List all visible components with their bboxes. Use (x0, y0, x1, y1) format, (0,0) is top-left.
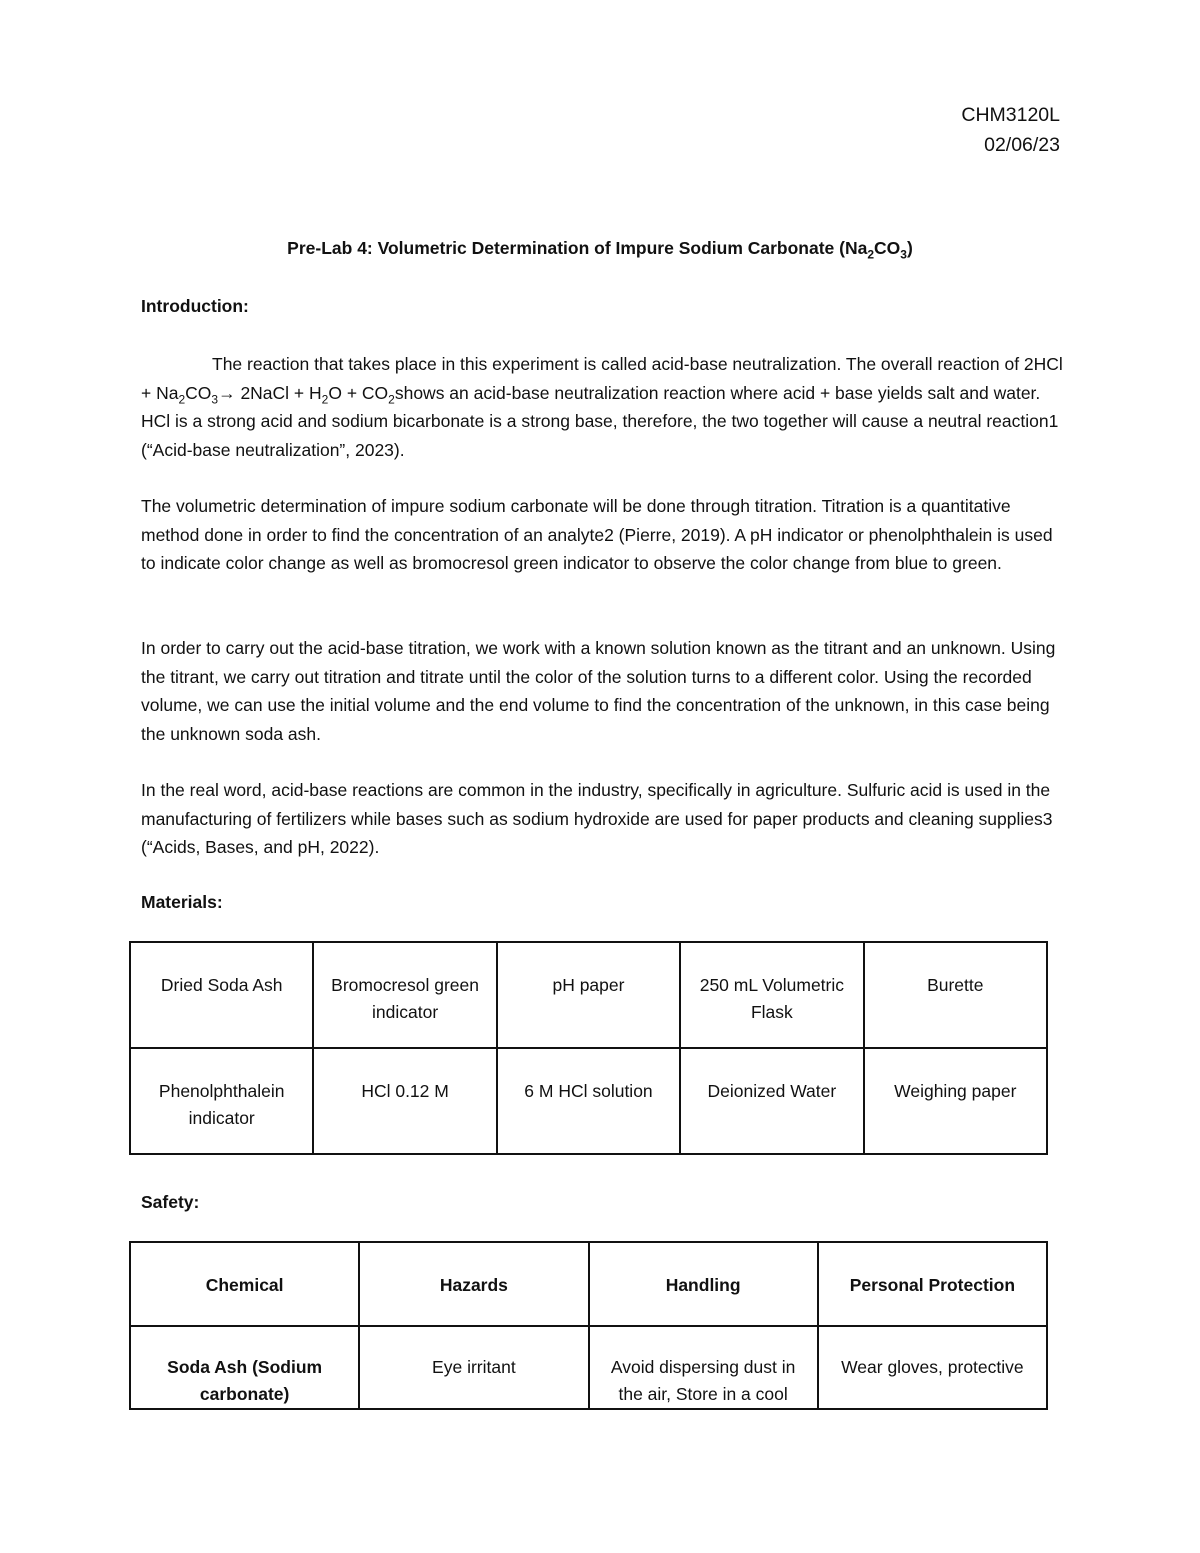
safety-column-header: Handling (589, 1242, 818, 1326)
materials-cell: Phenolphthalein indicator (130, 1048, 313, 1154)
materials-cell: Deionized Water (680, 1048, 863, 1154)
intro-paragraph-3: In order to carry out the acid-base titration, we work with a known solution known as the titrant and an unknown. Using the titrant, we carry out titration and titrate until the color of the solution turns to a different color. Using the recorded volume, we can use the initial volume and the end volume to find the concentration of the unknown, in this case being the unknown soda ash. (141, 638, 1056, 744)
safety-heading: Safety: (141, 1192, 200, 1212)
document-title (0, 238, 1200, 262)
course-code: CHM3120L (961, 104, 1060, 126)
materials-cell: Bromocresol green indicator (313, 942, 496, 1048)
materials-cell: Dried Soda Ash (130, 942, 313, 1048)
title-subscript-2: 2 (867, 247, 875, 262)
introduction-heading: Introduction: (141, 296, 249, 316)
intro-p1-sub-1: 2 (178, 392, 186, 406)
intro-paragraph-2: The volumetric determination of impure sodium carbonate will be done through titration. Titration is a quantitative method done in order to find the concentration of an analyte2 (Pierre, 2019). A pH indicator or phenolphthalein is used to indicate color change as well as bromocresol green indicator to observe the color change from blue to green. (141, 496, 1053, 573)
materials-cell: Burette (864, 942, 1047, 1048)
title-text-co: CO (874, 238, 901, 258)
title-text-end: ) (906, 238, 913, 258)
intro-p1-sub-3: 2 (321, 392, 329, 406)
table-header-row (130, 1242, 1047, 1326)
safety-cell-chemical: Soda Ash (Sodium carbonate) (130, 1326, 359, 1409)
materials-cell: pH paper (497, 942, 680, 1048)
intro-p1-part-e: shows an acid-base neutralization reaction where acid + base yields salt and water. HCl is a strong acid and sodium bicarbonate is a strong base, therefore, the two together will cause a neutral reaction1 (“Acid-base neutralization”, 2023). (141, 382, 1059, 460)
materials-heading: Materials: (141, 892, 223, 912)
safety-table (129, 1241, 1048, 1410)
materials-cell: 6 M HCl solution (497, 1048, 680, 1154)
document-date: 02/06/23 (984, 134, 1060, 156)
intro-p1-part-b: CO (185, 382, 212, 403)
intro-p1-part-d: O + CO (328, 382, 389, 403)
table-row (130, 1048, 1047, 1154)
intro-p1-part-c: → 2NaCl + H (218, 382, 322, 403)
table-row (130, 1326, 1047, 1409)
intro-paragraph-1 (141, 350, 1066, 464)
intro-p1-sub-4: 2 (388, 392, 395, 406)
title-subscript-3: 3 (900, 247, 907, 262)
document-header (961, 100, 1060, 160)
safety-column-header: Hazards (359, 1242, 588, 1326)
materials-table (129, 941, 1048, 1155)
intro-p1-part-a: The reaction that takes place in this experiment is called acid-base neutralization. The overall reaction of 2HCl + Na (141, 354, 1063, 403)
safety-cell-hazards: Eye irritant (359, 1326, 588, 1409)
title-text: Pre-Lab 4: Volumetric Determination of Impure Sodium Carbonate (Na (287, 238, 868, 258)
safety-column-header: Personal Protection (818, 1242, 1047, 1326)
materials-cell: 250 mL Volumetric Flask (680, 942, 863, 1048)
intro-p1-sub-2: 3 (211, 392, 219, 406)
safety-column-header: Chemical (130, 1242, 359, 1326)
table-row (130, 942, 1047, 1048)
intro-paragraph-4: In the real word, acid-base reactions are common in the industry, specifically in agriculture. Sulfuric acid is used in the manufacturing of fertilizers while bases such as sodium hydroxide are used for paper products and cleaning supplies3 (“Acids, Bases, and pH, 2022). (141, 780, 1053, 857)
safety-cell-protection: Wear gloves, protective (818, 1326, 1047, 1409)
safety-cell-handling: Avoid dispersing dust in the air, Store in a cool (589, 1326, 818, 1409)
materials-cell: HCl 0.12 M (313, 1048, 496, 1154)
materials-cell: Weighing paper (864, 1048, 1047, 1154)
